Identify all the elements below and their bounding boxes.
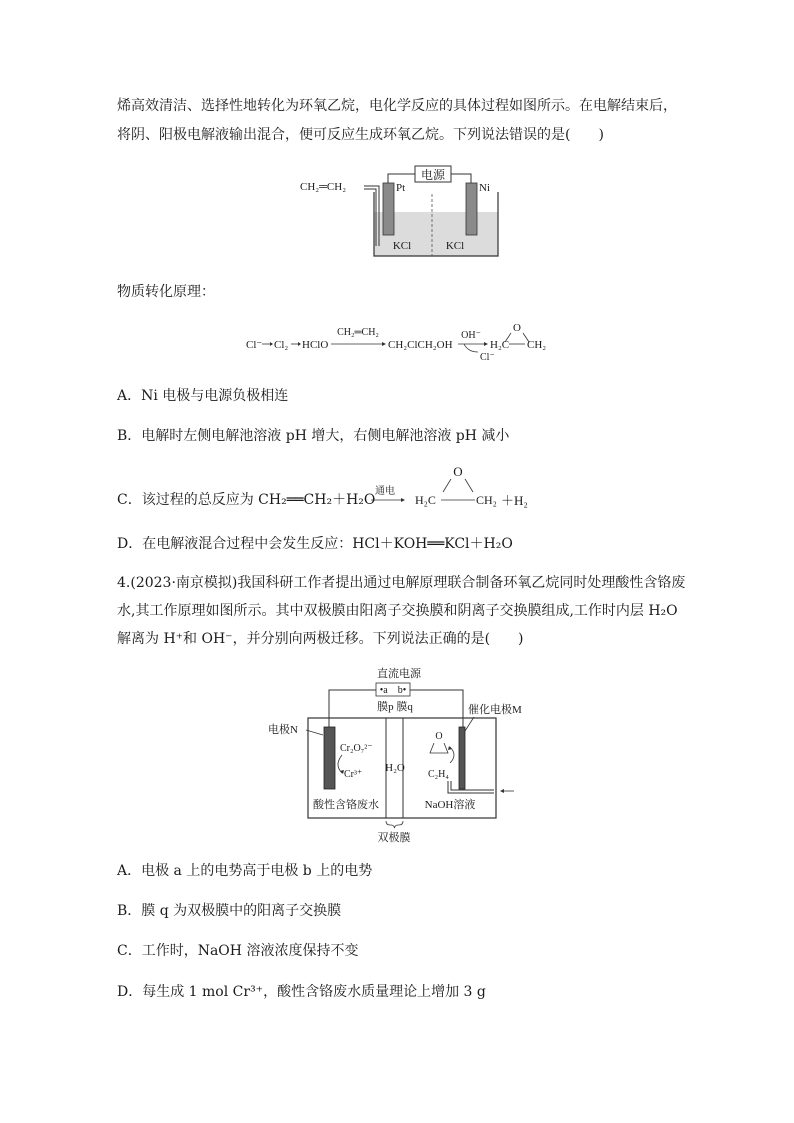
kcl-right-label: KCl [445,240,465,252]
q4-stem-line1: 4.(2023·南京模拟)我国科研工作者提出通过电解原理联合制备环氧乙烷同时处理酸性含铬废 [117,575,686,591]
ni-electrode [466,183,477,235]
electrode-m [459,727,465,789]
naoh-solution-label: NaOH溶液 [424,799,476,811]
ethylene-label: CH₂═CH₂ [300,181,347,193]
q3-option-a: A．Ni 电极与电源负极相连 [117,388,289,404]
chromium-ion-label: Cr³⁺ [344,769,363,780]
q3-option-d: D．在电解液混合过程中会发生反应：HCl＋KOH══KCl＋H₂O [117,536,513,552]
c-suffix: ＋H₂ [501,493,528,508]
power-label: 电源 [420,168,446,182]
q4-stem-line3: 解离为 H⁺和 OH⁻，并分别向两极迁移。下列说法正确的是( ) [117,631,524,647]
acid-waste-label: 酸性含铬废水 [313,799,379,811]
electrolysis-cell-figure [290,158,510,260]
bipolar-membrane-figure [262,665,532,843]
q3-intro-line2: 将阴、阳极电解液输出混合，便可反应生成环氧乙烷。下列说法错误的是( ) [117,127,604,143]
epoxide-o-label: O [435,731,443,742]
reaction-scheme [240,318,560,364]
scheme-oh-ion: OH⁻ [461,330,481,341]
c-condition: 通电 [375,486,395,497]
c-o-atom: O [453,464,463,479]
q4-option-b: B．膜 q 为双极膜中的阳离子交换膜 [117,903,342,919]
q4-option-a: A．电极 a 上的电势高于电极 b 上的电势 [117,863,373,879]
dc-source-label: 直流电源 [377,668,421,680]
scheme-chlorohydrin: CH₂ClCH₂OH [388,339,453,351]
dichromate-label: Cr₂O₇²⁻ [340,743,373,754]
q3-option-c-prefix: C．该过程的总反应为 CH₂══CH₂＋H₂O [117,492,376,508]
q3-option-c-equation [365,462,535,514]
electrode-n [324,727,335,789]
principle-label: 物质转化原理： [117,284,215,300]
scheme-h2c: H₂C [490,339,510,351]
c-h2c: H₂C [415,493,436,507]
pt-label: Pt [396,182,406,194]
scheme-o-atom: O [513,322,521,334]
reduction-arrow [338,755,342,773]
scheme-reagent-ethylene: CH₂═CH₂ [337,327,379,338]
ethylene-label: C₂H₄ [428,769,449,780]
scheme-hclo: HClO [302,339,329,351]
bipolar-brace [386,821,403,828]
c-ch2: CH₂ [476,493,497,507]
bipolar-label: 双极膜 [377,832,411,843]
gas-inlet [448,781,494,793]
q4-option-c: C．工作时，NaOH 溶液浓度保持不变 [117,943,359,959]
oxidation-arrow [450,747,454,763]
kcl-left-label: KCl [392,240,412,252]
scheme-cl-ion: Cl⁻ [246,339,263,351]
scheme-cl-out: Cl⁻ [480,352,495,363]
right-solution [432,212,498,256]
q3-intro-line1: 烯高效清洁、选择性地转化为环氧乙烷，电化学反应的具体过程如图所示。在电解结束后， [117,98,677,114]
q4-stem-line2: 水,其工作原理如图所示。其中双极膜由阳离子交换膜和阴离子交换膜组成,工作时内层 H₂O [117,603,678,619]
terminals-label: •a b• [379,685,407,696]
q4-option-d: D．每生成 1 mol Cr³⁺，酸性含铬废水质量理论上增加 3 g [117,984,486,1000]
electrode-m-label: 催化电极M [468,704,522,716]
pt-electrode [383,183,394,235]
q3-option-b: B．电解时左侧电解池溶液 pH 增大，右侧电解池溶液 pH 减小 [117,428,510,444]
scheme-cl-curve [464,344,478,352]
water-label: H₂O [385,762,405,774]
membrane-labels: 膜p 膜q [377,701,413,713]
electrode-n-label: 电极N [268,724,298,736]
scheme-ch2: CH₂ [527,339,547,351]
ni-label: Ni [479,182,490,194]
scheme-cl2: Cl₂ [274,339,289,351]
